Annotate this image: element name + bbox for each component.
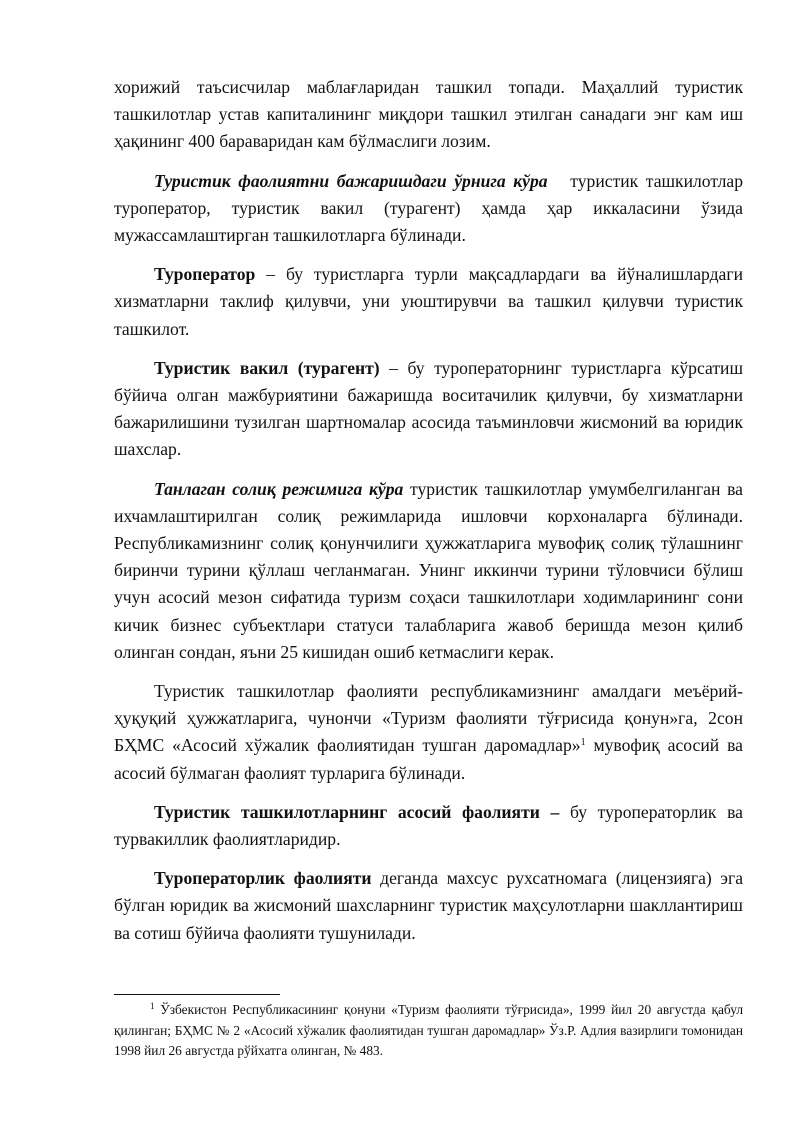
paragraph-7-text: бу туроператорлик ва турвакиллик фаолиятларидир. [114, 801, 743, 850]
paragraph-4 [114, 355, 743, 464]
paragraph-8-term: Туроператорлик фаолияти [154, 868, 372, 889]
footnote-text: Ўзбекистон Республикасининг қонуни «Туризм фаолияти тўғрисида», 1999 йил 20 августда қабул қилинган; БҲМС № 2 «Асосий хўжалик фаолиятидан тушган даромадлар» Ўз.Р. Адлия вазирлиги томонидан 1998 йил 26 августда рўйхатга олинган, № 483. [114, 1002, 743, 1059]
paragraph-2 [114, 168, 743, 250]
footnote-separator [114, 994, 280, 995]
body-text [114, 74, 743, 959]
paragraph-3-term: Туроператор [154, 264, 256, 285]
paragraph-4-term: Туристик вакил (турагент) [154, 357, 380, 378]
paragraph-8-text: деганда махсус рухсатномага (лицензияга) эга бўлган юридик ва жисмоний шахсларнинг туристик маҳсулотларни шакллантириш ва сотиш бўйича фаолияти тушунилади. [114, 868, 743, 943]
paragraph-5 [114, 476, 743, 666]
paragraph-3 [114, 261, 743, 343]
paragraph-2-text: туристик ташкилотлар туроператор, туристик вакил (турагент) ҳамда ҳар иккаласини ўзида мужассамлаштирган ташкилотларга бўлинади. [114, 170, 744, 246]
paragraph-6 [114, 678, 743, 787]
paragraph-5-term: Танлаган солиқ режимига кўра [154, 478, 404, 499]
paragraph-4-text: – бу туроператорнинг туристларга кўрсатиш бўйича олган мажбуриятини бажаришда воситачилик қилувчи, бу хизматларни бажарилишини тузилган шартномалар асосида таъминловчи жисмоний ва юридик шахслар. [114, 357, 743, 460]
footnote-reference: 1 [580, 737, 586, 749]
paragraph-1-text: хорижий таъсисчилар маблағларидан ташкил топади. Маҳаллий туристик ташкилотлар устав капиталининг миқдори ташкил этилган санадаги энг кам иш ҳақининг 400 бараваридан кам бўлмаслиги лозим. [114, 77, 743, 152]
paragraph-8 [114, 865, 743, 947]
paragraph-6-text-b: мувофиқ асосий ва асосий бўлмаган фаолият турларига бўлинади. [114, 735, 743, 783]
paragraph-5-text: туристик ташкилотлар умумбелгиланган ва ихчамлаштирилган солиқ режимларида ишловчи корхоналарга бўлинади. Республикамизнинг солиқ қонунчилиги ҳужжатларига мувофиқ солиқ тўлашнинг биринчи турини қўллаш чегланмаган. Унинг иккинчи турини тўловчиси бўлиш учун асосий мезон сифатида туризм соҳаси ташкилотлари ходимларининг сони кичик бизнес субъектлари статуси талабларига жавоб беришда мезон қилиб олинган сондан, яъни 25 кишидан ошиб кетмаслиги керак. [114, 478, 743, 662]
paragraph-7 [114, 799, 743, 853]
paragraph-6-text-a: Туристик ташкилотлар фаолияти республикамизнинг амалдаги меъёрий-ҳуқуқий ҳужжатларига, чунончи «Туризм фаолияти тўғрисида қонун»га, 2сон БҲМС «Асосий хўжалик фаолиятидан тушган даромадлар» [114, 681, 743, 756]
paragraph-7-term: Туристик ташкилотларнинг асосий фаолияти – [154, 801, 560, 822]
paragraph-3-text: – бу туристларга турли мақсадлардаги ва йўналишлардаги хизматларни таклиф қилувчи, уни уюштирувчи ва ташкил қилувчи туристик ташкилот. [114, 264, 743, 339]
paragraph-1 [114, 74, 743, 156]
paragraph-2-term: Туристик фаолиятни бажаришдаги ўрнига кўра [154, 170, 548, 191]
footnote [114, 1000, 743, 1062]
footnote-number: 1 [150, 1001, 155, 1011]
